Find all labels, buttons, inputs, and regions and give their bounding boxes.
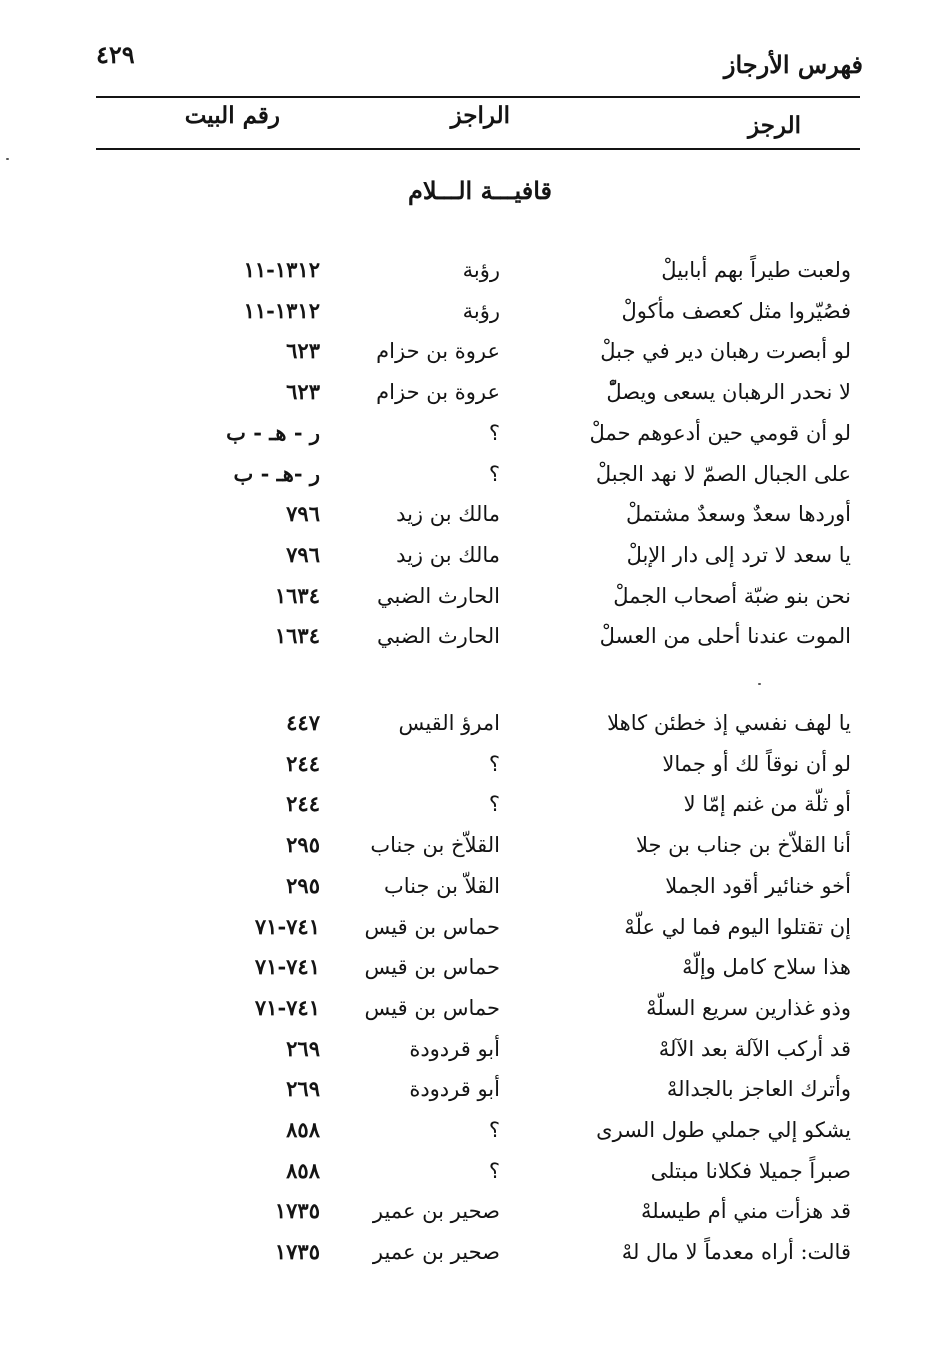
poet-name: ؟ <box>488 1118 500 1142</box>
index-row <box>0 250 931 290</box>
verse-text: يا لهف نفسي إذ خطئن كاهلا <box>607 711 851 735</box>
index-row <box>0 825 931 865</box>
verse-number: ١٦٣٤ <box>274 623 320 648</box>
poet-name: رؤبة <box>462 299 500 323</box>
page-number: ٤٢٩ <box>96 40 135 69</box>
verse-text: قالت: أراه معدماً لا مال لهْ <box>621 1240 851 1264</box>
verse-text: يشكو إلي جملي طول السرى <box>596 1118 851 1142</box>
poet-name: حماس بن قيس <box>364 915 500 939</box>
section-title: قافيـــة الـــلام <box>407 176 553 205</box>
index-row <box>0 616 931 656</box>
verse-number: ١٣١٢-١١ <box>243 298 320 323</box>
poet-name: ؟ <box>488 421 500 445</box>
index-row <box>0 866 931 906</box>
verse-text: نحن بنو ضبّة أصحاب الجملْ <box>613 584 851 608</box>
verse-number: ٤٤٧ <box>286 710 320 735</box>
verse-number: ١٦٣٤ <box>274 583 320 608</box>
index-row <box>0 1029 931 1069</box>
verse-number: ٨٥٨ <box>286 1117 320 1142</box>
column-header-poet: الراجز <box>450 102 510 129</box>
poet-name: مالك بن زيد <box>396 502 500 526</box>
verse-number: ر - هـ - ب <box>226 420 320 445</box>
verse-number: ٦٢٣ <box>286 379 320 404</box>
verse-text: فصُيّروا مثل كعصف مأكولْ <box>621 299 851 323</box>
verse-text: وأترك العاجز بالجدالهْ <box>666 1077 851 1101</box>
index-row <box>0 907 931 947</box>
verse-number: ٢٤٤ <box>286 791 320 816</box>
index-row <box>0 576 931 616</box>
poet-name: القلاّ بن جناب <box>383 874 500 898</box>
verse-text: وذو غذارين سريع السلّهْ <box>646 996 851 1020</box>
verse-number: ٢٩٥ <box>286 873 320 898</box>
index-row <box>0 291 931 331</box>
index-row <box>0 784 931 824</box>
poet-name: صحير بن عمير <box>372 1240 500 1264</box>
verse-number: ١٣١٢-١١ <box>243 257 320 282</box>
poet-name: ؟ <box>488 462 500 486</box>
verse-text: لو أن نوقاً لك أو جمالا <box>662 752 851 776</box>
verse-text: لو أبصرت رهبان دير في جبلْ <box>600 339 851 363</box>
verse-number: ٢٦٩ <box>286 1076 320 1101</box>
poet-name: عروة بن حزام <box>376 380 500 404</box>
verse-number: ١٧٣٥ <box>274 1239 320 1264</box>
poet-name: الحارث الضبي <box>376 584 500 608</box>
index-row <box>0 372 931 412</box>
verse-text: صبراً جميلا فكلانا مبتلى <box>650 1159 851 1183</box>
index-row <box>0 1232 931 1272</box>
poet-name: امرؤ القيس <box>398 711 500 735</box>
verse-text: قد هزأت مني أم طيسلهْ <box>641 1199 851 1223</box>
poet-name: حماس بن قيس <box>364 996 500 1020</box>
column-header-verse: الرجز <box>748 112 801 139</box>
poet-name: ؟ <box>488 752 500 776</box>
index-row <box>0 454 931 494</box>
index-row <box>0 1191 931 1231</box>
verse-text: أخو خنائير أقود الجملا <box>665 874 851 898</box>
poet-name: مالك بن زيد <box>396 543 500 567</box>
poet-name: أبو قردودة <box>409 1037 500 1061</box>
index-row <box>0 703 931 743</box>
verse-number: ٨٥٨ <box>286 1158 320 1183</box>
verse-number: ٧٩٦ <box>286 542 320 567</box>
verse-text: أوردها سعدٌ وسعدٌ مشتملْ <box>626 502 851 526</box>
verse-text: هذا سلاح كامل وإلّهْ <box>682 955 851 979</box>
verse-number: ٧٩٦ <box>286 501 320 526</box>
poet-name: صحير بن عمير <box>372 1199 500 1223</box>
verse-text: أو ثلّة من غنم إمّا لا <box>683 792 851 816</box>
verse-number: ٦٢٣ <box>286 338 320 363</box>
verse-number: ٢٦٩ <box>286 1036 320 1061</box>
scan-speck <box>6 158 9 160</box>
index-row <box>0 494 931 534</box>
index-row <box>0 331 931 371</box>
poet-name: عروة بن حزام <box>376 339 500 363</box>
running-title: فهرس الأرجاز <box>723 50 863 79</box>
scan-speck <box>758 683 761 685</box>
poet-name: رؤبة <box>462 258 500 282</box>
index-row <box>0 744 931 784</box>
poet-name: حماس بن قيس <box>364 955 500 979</box>
index-row <box>0 947 931 987</box>
verse-text: قد أركب الآلة بعد الآلهْ <box>658 1037 851 1061</box>
verse-number: ٧٤١-٧١ <box>254 954 320 979</box>
verse-text: ولعبت طيراً بهم أبابيلْ <box>661 258 851 282</box>
index-row <box>0 988 931 1028</box>
verse-number: ٢٤٤ <box>286 751 320 776</box>
column-header-verse-number: رقم البيت <box>184 102 280 129</box>
verse-number: ر -هـ - ب <box>233 461 320 486</box>
index-row <box>0 535 931 575</box>
verse-text: الموت عندنا أحلى من العسلْ <box>599 624 851 648</box>
index-row <box>0 1151 931 1191</box>
poet-name: القلاّخ بن جناب <box>370 833 500 857</box>
poet-name: الحارث الضبي <box>376 624 500 648</box>
verse-text: إن تقتلوا اليوم فما لي علّهْ <box>624 915 851 939</box>
poet-name: ؟ <box>488 792 500 816</box>
verse-text: على الجبال الصمّ لا نهد الجبلْ <box>595 462 851 486</box>
poet-name: ؟ <box>488 1159 500 1183</box>
index-row <box>0 1110 931 1150</box>
verse-text: يا سعد لا ترد إلى دار الإبلْ <box>626 543 851 567</box>
verse-number: ١٧٣٥ <box>274 1198 320 1223</box>
poet-name: أبو قردودة <box>409 1077 500 1101</box>
index-row <box>0 1069 931 1109</box>
verse-number: ٧٤١-٧١ <box>254 914 320 939</box>
verse-number: ٧٤١-٧١ <box>254 995 320 1020</box>
index-row <box>0 413 931 453</box>
verse-text: لا نحدر الرهبان يسعى ويصلّْ <box>606 380 851 404</box>
verse-text: أنا القلاّخ بن جناب بن جلا <box>635 833 851 857</box>
verse-number: ٢٩٥ <box>286 832 320 857</box>
verse-text: لو أن قومي حين أدعوهم حملْ <box>589 421 851 445</box>
